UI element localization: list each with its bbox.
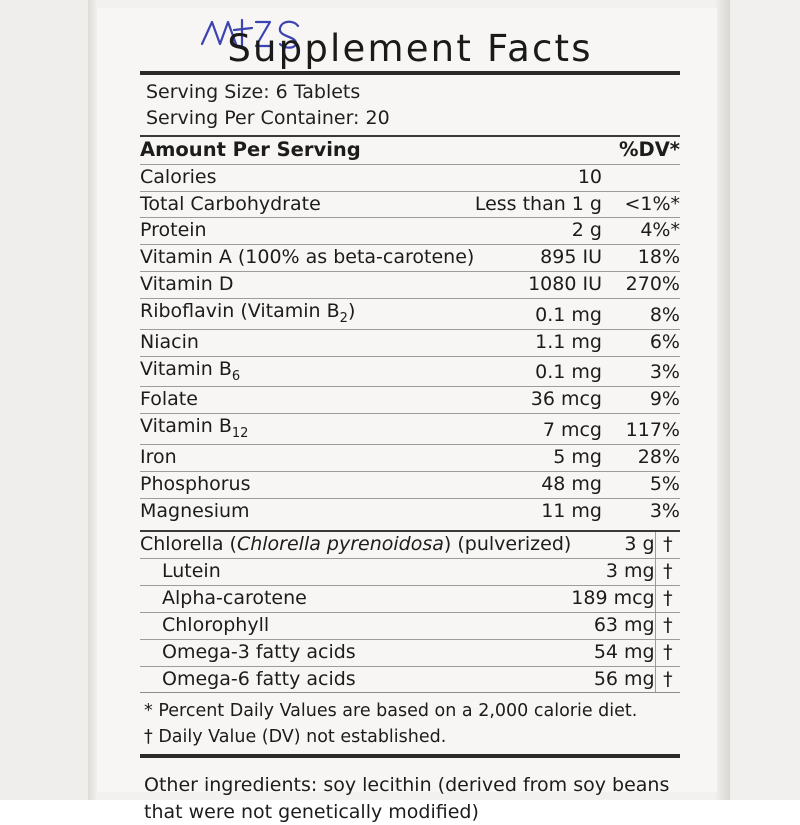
nutrient-dv: 4%* <box>602 218 680 245</box>
table-row <box>140 191 680 218</box>
ingredient-name: Chlorophyll <box>140 612 571 639</box>
ingredient-name: Alpha-carotene <box>140 586 571 613</box>
ingredient-dv: † <box>655 586 680 613</box>
nutrient-amount: 0.1 mg <box>475 298 602 329</box>
other-ingredients: Other ingredients: soy lecithin (derived from soy beans that were not genetically modified) <box>144 774 670 823</box>
nutrient-amount: 2 g <box>475 218 602 245</box>
nutrition-table <box>140 137 680 524</box>
nutrient-name: Vitamin D <box>140 272 475 299</box>
nutrient-amount: Less than 1 g <box>475 191 602 218</box>
nutrient-dv: 9% <box>602 387 680 414</box>
ingredient-amount: 54 mg <box>571 639 655 666</box>
table-row <box>140 329 680 356</box>
table-row <box>140 559 680 586</box>
nutrient-amount: 895 IU <box>475 245 602 272</box>
ingredient-dv: † <box>655 666 680 692</box>
nutrient-name: Niacin <box>140 329 475 356</box>
nutrient-amount: 7 mcg <box>475 414 602 445</box>
nutrient-amount: 1.1 mg <box>475 329 602 356</box>
ingredient-name: Chlorella (Chlorella pyrenoidosa) (pulverized) <box>140 533 572 556</box>
nutrient-dv: 3% <box>602 356 680 387</box>
table-row <box>140 444 680 471</box>
ingredient-dv: † <box>655 532 680 558</box>
ingredient-dv: † <box>655 612 680 639</box>
blend-table <box>140 532 680 692</box>
nutrient-amount: 1080 IU <box>475 272 602 299</box>
table-row <box>140 245 680 272</box>
table-row <box>140 612 680 639</box>
nutrient-dv: 8% <box>602 298 680 329</box>
ingredient-name: Omega-6 fatty acids <box>140 666 571 692</box>
ingredient-amount: 63 mg <box>571 612 655 639</box>
nutrient-name: Calories <box>140 164 475 191</box>
nutrient-name: Riboflavin (Vitamin $B_2$) <box>140 298 475 329</box>
table-row <box>140 387 680 414</box>
nutrient-amount: 10 <box>475 164 602 191</box>
nutrient-name: Folate <box>140 387 475 414</box>
table-row <box>140 218 680 245</box>
table-row <box>140 414 680 445</box>
ingredient-amount: 3 g <box>624 533 655 556</box>
table-row <box>140 532 680 558</box>
serving-size: Serving Size: 6 Tablets <box>146 81 361 103</box>
footnotes <box>140 693 680 754</box>
table-row <box>140 356 680 387</box>
table-row <box>140 471 680 498</box>
label-content <box>140 20 680 825</box>
serving-info <box>140 75 680 135</box>
nutrient-name: Iron <box>140 444 475 471</box>
nutrient-amount: 48 mg <box>475 471 602 498</box>
nutrient-name: Vitamin $B_6$ <box>140 356 475 387</box>
ingredient-amount: 3 mg <box>571 559 655 586</box>
table-row <box>140 666 680 692</box>
ingredient-amount: 189 mcg <box>571 586 655 613</box>
nutrient-amount: 0.1 mg <box>475 356 602 387</box>
page-title: Supplement Facts <box>227 27 593 70</box>
serving-per-container: Serving Per Container: 20 <box>146 106 390 129</box>
nutrient-name: Vitamin $B_{12}$ <box>140 414 475 445</box>
table-row <box>140 298 680 329</box>
nutrient-amount: 5 mg <box>475 444 602 471</box>
header-amount-per-serving: Amount Per Serving <box>140 138 361 162</box>
ingredient-amount: 56 mg <box>571 666 655 692</box>
nutrient-dv: 3% <box>602 498 680 524</box>
background-right <box>729 0 800 800</box>
nutrient-dv <box>602 164 680 191</box>
nutrient-name: Protein <box>140 218 475 245</box>
table-header-row <box>140 137 680 164</box>
background-left <box>0 0 90 800</box>
table-row <box>140 586 680 613</box>
nutrient-name: Vitamin A (100% as beta-carotene) <box>140 245 475 272</box>
nutrient-amount: 11 mg <box>475 498 602 524</box>
footnote-dagger: † Daily Value (DV) not established. <box>144 726 447 747</box>
ingredient-name: Lutein <box>140 559 571 586</box>
package-edge-right <box>716 0 730 800</box>
nutrient-dv: <1%* <box>602 191 680 218</box>
table-row <box>140 639 680 666</box>
nutrient-dv: 117% <box>602 414 680 445</box>
nutrient-dv: 5% <box>602 471 680 498</box>
ingredient-dv: † <box>655 639 680 666</box>
ingredient-name: Omega-3 fatty acids <box>140 639 571 666</box>
table-row <box>140 272 680 299</box>
table-row <box>140 498 680 524</box>
nutrient-dv: 270% <box>602 272 680 299</box>
header-percent-dv: %DV* <box>618 138 680 162</box>
table-row <box>140 164 680 191</box>
ingredient-dv: † <box>655 559 680 586</box>
nutrient-name: Total Carbohydrate <box>140 191 475 218</box>
nutrient-dv: 18% <box>602 245 680 272</box>
nutrient-name: Magnesium <box>140 498 475 524</box>
nutrient-dv: 28% <box>602 444 680 471</box>
footnote-percent-dv: * Percent Daily Values are based on a 2,000 calorie diet. <box>144 701 638 722</box>
nutrient-name: Phosphorus <box>140 471 475 498</box>
nutrient-amount: 36 mcg <box>475 387 602 414</box>
nutrient-dv: 6% <box>602 329 680 356</box>
